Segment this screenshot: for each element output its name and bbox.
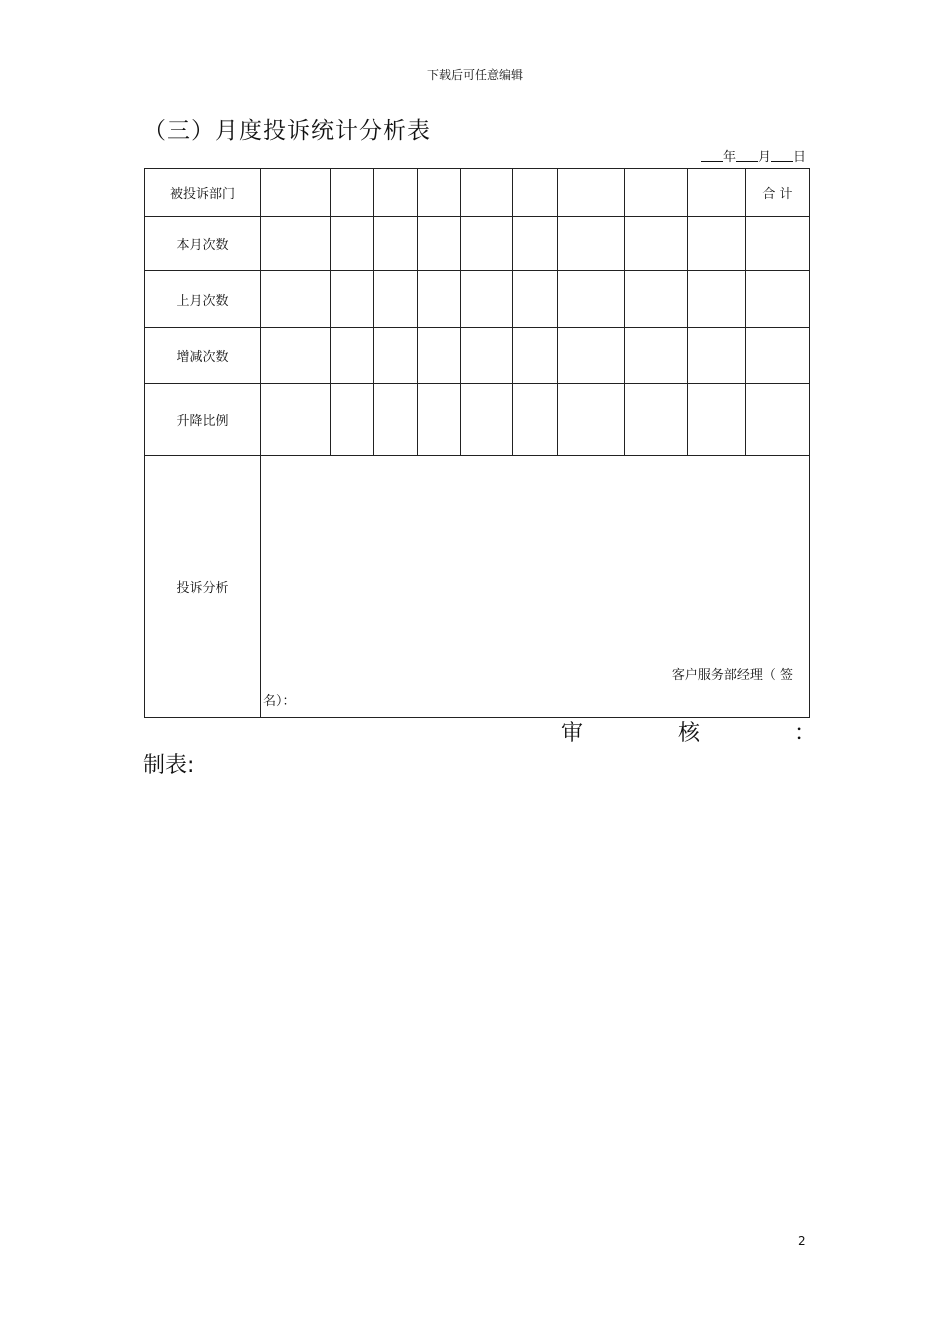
table-cell: [331, 169, 374, 217]
table-cell: [513, 169, 558, 217]
table-cell: [261, 271, 331, 328]
row-label-change: 增减次数: [145, 328, 261, 384]
table-cell: [625, 217, 688, 271]
row-label-department: 被投诉部门: [145, 169, 261, 217]
table-cell: [625, 384, 688, 456]
table-cell: [261, 169, 331, 217]
date-line: [701, 146, 806, 165]
table-cell: [513, 217, 558, 271]
page-title: （三）月度投诉统计分析表: [143, 118, 431, 144]
table-cell: [261, 384, 331, 456]
table-cell: [558, 217, 625, 271]
table-cell: [418, 169, 461, 217]
table-cell: [513, 328, 558, 384]
complaint-stats-table: [144, 168, 810, 718]
table-cell: [331, 328, 374, 384]
table-cell: [374, 271, 418, 328]
table-row: [145, 384, 810, 456]
table-cell: [331, 217, 374, 271]
row-label-last-month: 上月次数: [145, 271, 261, 328]
row-label-ratio: 升降比例: [145, 384, 261, 456]
maker-label: 制表:: [143, 753, 195, 778]
page-number: 2: [798, 1234, 806, 1248]
table-cell: [625, 169, 688, 217]
table-row: [145, 271, 810, 328]
review-colon: ：: [794, 721, 817, 746]
analysis-cell: [261, 456, 810, 718]
table-cell: [688, 169, 746, 217]
table-row: [145, 328, 810, 384]
month-label: 月: [757, 150, 771, 165]
table-cell: [418, 271, 461, 328]
table-cell: [261, 328, 331, 384]
year-label: 年: [722, 150, 736, 165]
table-cell: [688, 384, 746, 456]
table-cell: [513, 384, 558, 456]
signature-label-cont: 名）：: [263, 694, 296, 709]
table-cell: [374, 384, 418, 456]
table-cell: [558, 169, 625, 217]
table-cell: [461, 384, 513, 456]
table-cell: [418, 328, 461, 384]
signature-label: 客户服务部经理（ 签: [671, 668, 793, 683]
month-blank: [736, 149, 758, 162]
table-cell: [461, 271, 513, 328]
table-cell: [625, 271, 688, 328]
table-cell: [746, 384, 810, 456]
table-cell: [513, 271, 558, 328]
row-label-analysis: 投诉分析: [145, 456, 261, 718]
table-row: [145, 169, 810, 217]
row-label-this-month: 本月次数: [145, 217, 261, 271]
table-cell: [461, 217, 513, 271]
table-cell: [558, 271, 625, 328]
day-blank: [771, 149, 793, 162]
table-cell: [461, 328, 513, 384]
table-cell: [374, 328, 418, 384]
table-cell: [461, 169, 513, 217]
table-cell: [331, 271, 374, 328]
table-cell: [746, 217, 810, 271]
table-cell: [418, 217, 461, 271]
table-cell: [418, 384, 461, 456]
analysis-row: [145, 456, 810, 718]
table-cell: [558, 328, 625, 384]
table-row: [145, 217, 810, 271]
table-cell: [558, 384, 625, 456]
year-blank: [701, 149, 723, 162]
table-cell: [331, 384, 374, 456]
day-label: 日: [792, 150, 806, 165]
table-cell: [625, 328, 688, 384]
table-cell: [688, 328, 746, 384]
review-char: 审: [561, 721, 584, 746]
header-note: 下载后可任意编辑: [426, 68, 523, 82]
table-cell: [374, 169, 418, 217]
table-cell: [374, 217, 418, 271]
table-cell: [261, 217, 331, 271]
total-header: 合 计: [746, 169, 810, 217]
table-cell: [746, 328, 810, 384]
review-char: 核: [678, 721, 701, 746]
table-cell: [688, 271, 746, 328]
table-cell: [688, 217, 746, 271]
table-cell: [746, 271, 810, 328]
